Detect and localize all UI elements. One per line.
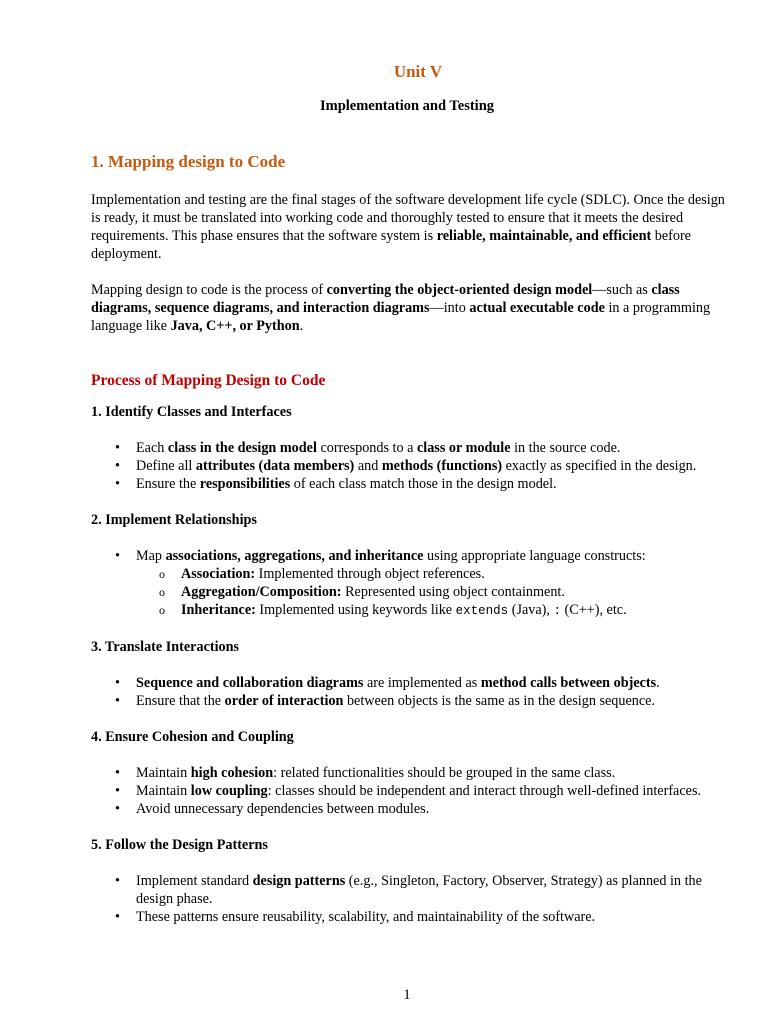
bullet-marker: • (115, 783, 120, 799)
text-run: Implement standard (136, 873, 253, 889)
process-heading: Process of Mapping Design to Code (91, 372, 326, 389)
text-run: (Java), (508, 602, 554, 618)
bullet-list (91, 547, 731, 620)
text-run: Maintain (136, 765, 191, 781)
bold-text: design patterns (252, 873, 346, 889)
bold-text: Sequence and collaboration diagrams (136, 675, 364, 691)
text-run: Map (136, 548, 166, 564)
text-run: Define all (136, 458, 196, 474)
list-item (91, 800, 731, 818)
step-heading: 3. Translate Interactions (91, 639, 240, 655)
bold-text: methods (functions) (381, 458, 503, 474)
bold-text: Inheritance: (181, 602, 256, 618)
text-run: using appropriate language constructs: (423, 548, 646, 564)
code-text: : (553, 604, 561, 618)
document-subtitle: Implementation and Testing (319, 98, 495, 114)
text-run: Ensure the (136, 476, 200, 492)
text-run: Each (136, 440, 168, 456)
text-run: in the source code. (510, 440, 621, 456)
unit-title: Unit V (393, 62, 443, 81)
text-run: Represented using object containment. (341, 584, 565, 600)
list-item (91, 457, 731, 475)
definition-paragraph (91, 281, 731, 335)
text-run: . (299, 318, 304, 334)
list-item (91, 674, 731, 692)
bullet-marker: • (115, 873, 120, 889)
bold-text: Aggregation/Composition: (181, 584, 342, 600)
text-run: before deployment. (91, 228, 691, 262)
text-run: and (354, 458, 382, 474)
bullet-marker: • (115, 548, 120, 564)
step-heading: 4. Ensure Cohesion and Coupling (91, 729, 294, 745)
text-run: in a programming language like (91, 300, 711, 334)
steps-list (91, 403, 731, 926)
code-text: extends (455, 604, 509, 618)
text-run: Avoid unnecessary dependencies between modules. (136, 801, 430, 817)
intro-paragraph (91, 191, 731, 263)
bold-text: class in the design model (167, 440, 317, 456)
bullet-list (91, 764, 731, 818)
bold-text: reliable, maintainable, and efficient (436, 228, 652, 244)
bold-text: method calls between objects (480, 675, 657, 691)
text-run: : classes should be independent and interact through well-defined interfaces. (267, 783, 702, 799)
bullet-list (91, 872, 731, 926)
step-heading: 1. Identify Classes and Interfaces (91, 404, 292, 420)
bullet-list (91, 674, 731, 710)
bullet-marker: • (115, 909, 120, 925)
step-heading: 2. Implement Relationships (91, 512, 257, 528)
list-item (91, 439, 731, 457)
bullet-marker: • (115, 801, 120, 817)
bullet-marker: • (115, 693, 120, 709)
text-run: Implemented using keywords like (255, 602, 456, 618)
text-run: . (656, 675, 660, 691)
bold-text: responsibilities (199, 476, 291, 492)
sub-list-item (91, 565, 731, 583)
list-item (91, 782, 731, 800)
text-run: exactly as specified in the design. (502, 458, 697, 474)
text-run: These patterns ensure reusability, scalability, and maintainability of the software. (136, 909, 596, 925)
page-number: 1 (403, 987, 411, 1003)
text-run: Maintain (136, 783, 191, 799)
sub-list-item (91, 583, 731, 601)
text-run: Ensure that the (136, 693, 225, 709)
bold-text: Association: (181, 566, 256, 582)
section-heading: 1. Mapping design to Code (91, 152, 286, 171)
list-item (91, 908, 731, 926)
list-item (91, 764, 731, 782)
bullet-marker: • (115, 675, 120, 691)
list-item (91, 475, 731, 493)
bold-text: actual executable code (469, 300, 605, 316)
text-run: (e.g., Singleton, Factory, Observer, Strategy) as planned in the design phase. (136, 873, 702, 907)
text-run: between objects is the same as in the design sequence. (343, 693, 656, 709)
bold-text: attributes (data members) (195, 458, 355, 474)
text-run: corresponds to a (316, 440, 417, 456)
bullet-marker: • (115, 476, 120, 492)
list-item (91, 692, 731, 710)
bold-text: class diagrams, sequence diagrams, and interaction diagrams (91, 282, 680, 316)
text-run: Mapping design to code is the process of (91, 282, 327, 298)
bullet-list (91, 439, 731, 493)
step-heading: 5. Follow the Design Patterns (91, 837, 268, 853)
text-run: are implemented as (363, 675, 481, 691)
bullet-marker: • (115, 765, 120, 781)
text-run: Implementation and testing are the final stages of the software development life cycle (SDLC). Once the design is ready, it must be translated into working code and thoroughly tested to ensure that it meets the desired requirements. This phase ensures that the software system is (91, 192, 725, 244)
list-item (91, 872, 731, 908)
text-run: —such as (592, 282, 652, 298)
bold-text: converting the object-oriented design model (326, 282, 593, 298)
sub-bullet-marker: o (159, 567, 165, 581)
bullet-marker: • (115, 458, 120, 474)
sub-bullet-marker: o (159, 585, 165, 599)
sub-bullet-list (136, 565, 731, 620)
bold-text: associations, aggregations, and inheritance (165, 548, 424, 564)
sub-list-item (91, 601, 731, 620)
bold-text: low coupling (190, 783, 268, 799)
text-run: Implemented through object references. (255, 566, 485, 582)
bold-text: high cohesion (190, 765, 274, 781)
list-item (91, 547, 731, 620)
bold-text: class or module (416, 440, 511, 456)
text-run: (C++), etc. (561, 602, 627, 618)
bold-text: order of interaction (224, 693, 344, 709)
text-run: : related functionalities should be grouped in the same class. (273, 765, 616, 781)
bullet-marker: • (115, 440, 120, 456)
document-body (91, 151, 731, 926)
bold-text: Java, C++, or Python (170, 318, 300, 334)
sub-bullet-marker: o (159, 603, 165, 617)
text-run: of each class match those in the design model. (290, 476, 557, 492)
text-run: —into (429, 300, 470, 316)
